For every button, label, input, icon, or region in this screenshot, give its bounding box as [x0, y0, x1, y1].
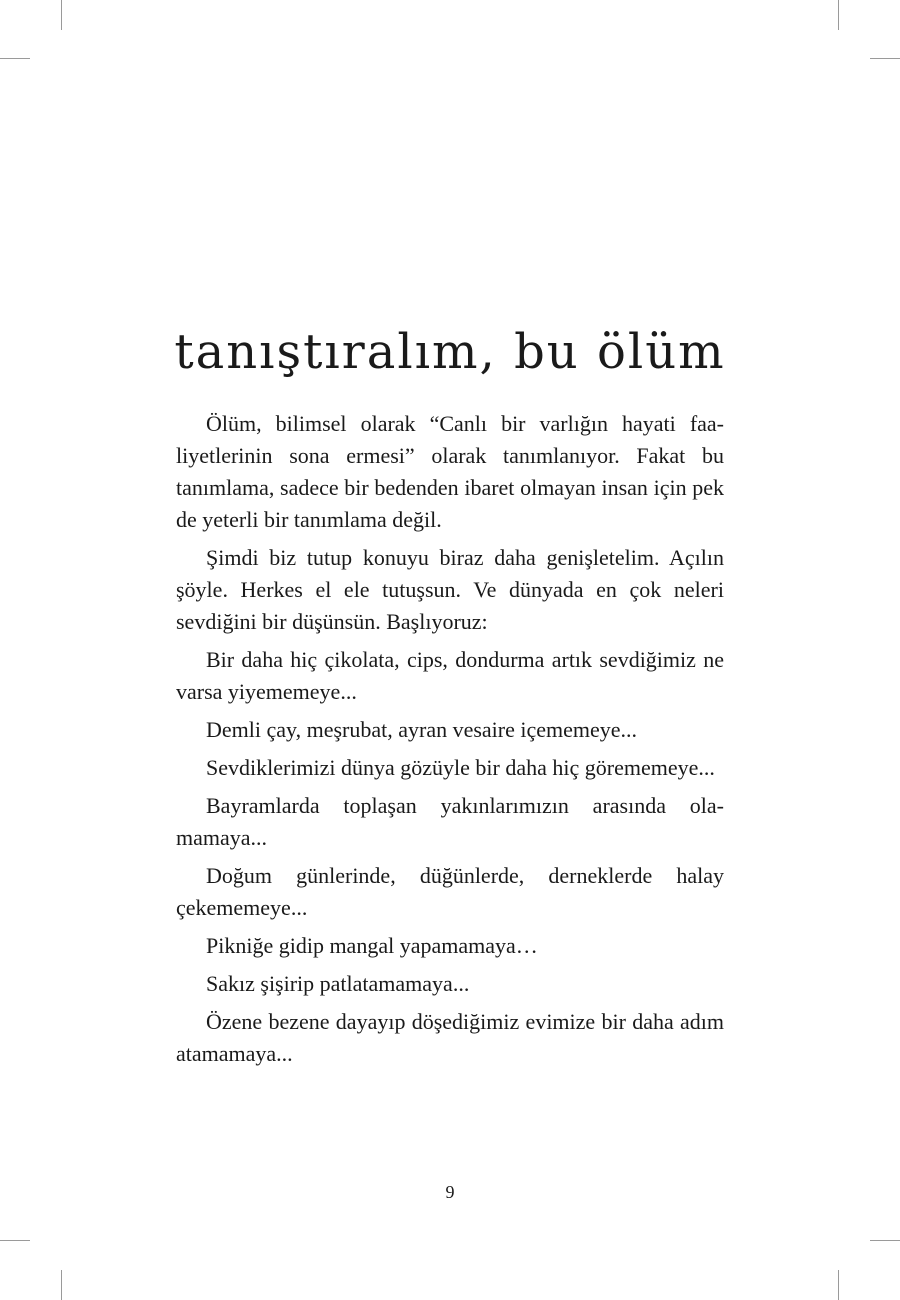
paragraph: Pikniğe gidip mangal yapamamaya…: [206, 933, 538, 958]
paragraph: Doğum günlerinde, düğünlerde, derneklerde halay çekememeye...: [176, 863, 724, 920]
paragraph: Şimdi biz tutup konuyu biraz daha genişletelim. Açılın şöyle. Herkes el ele tutuşsun. Ve dünyada en çok neleri sevdiğini bir düşünsün. Başlıyoruz:: [176, 545, 724, 634]
paragraph: Özene bezene dayayıp döşediğimiz evimize bir daha adım atamamaya...: [176, 1009, 724, 1066]
paragraph: Sakız şişirip patlatamamaya...: [206, 971, 470, 996]
crop-mark-top-right-horizontal: [870, 58, 900, 59]
body-text: [176, 408, 724, 1076]
crop-mark-bottom-right-horizontal: [870, 1240, 900, 1241]
page-number: 9: [445, 1182, 455, 1202]
paragraph: Bayramlarda toplaşan yakınlarımızın arasında olamamaya...: [176, 793, 724, 850]
crop-mark-bottom-right-vertical: [838, 1270, 839, 1300]
chapter-title: tanıştıralım, bu ölüm: [174, 324, 726, 380]
crop-mark-top-left-vertical: [61, 0, 62, 30]
paragraph: Ölüm, bilimsel olarak “Canlı bir varlığın hayati faaliyetlerinin sona ermesi” olarak tanımlanıyor. Fakat bu tanımlama, sadece bir bedenden ibaret olmayan insan için pek de yeterli bir tanımlama değil.: [176, 411, 724, 532]
crop-mark-top-right-vertical: [838, 0, 839, 30]
paragraph: Sevdiklerimizi dünya gözüyle bir daha hiç görememeye...: [206, 755, 715, 780]
crop-mark-bottom-left-horizontal: [0, 1240, 30, 1241]
crop-mark-bottom-left-vertical: [61, 1270, 62, 1300]
paragraph: Bir daha hiç çikolata, cips, dondurma artık sevdiğimiz ne varsa yiyememeye...: [176, 647, 724, 704]
crop-mark-top-left-horizontal: [0, 58, 30, 59]
paragraph: Demli çay, meşrubat, ayran vesaire içememeye...: [206, 717, 638, 742]
